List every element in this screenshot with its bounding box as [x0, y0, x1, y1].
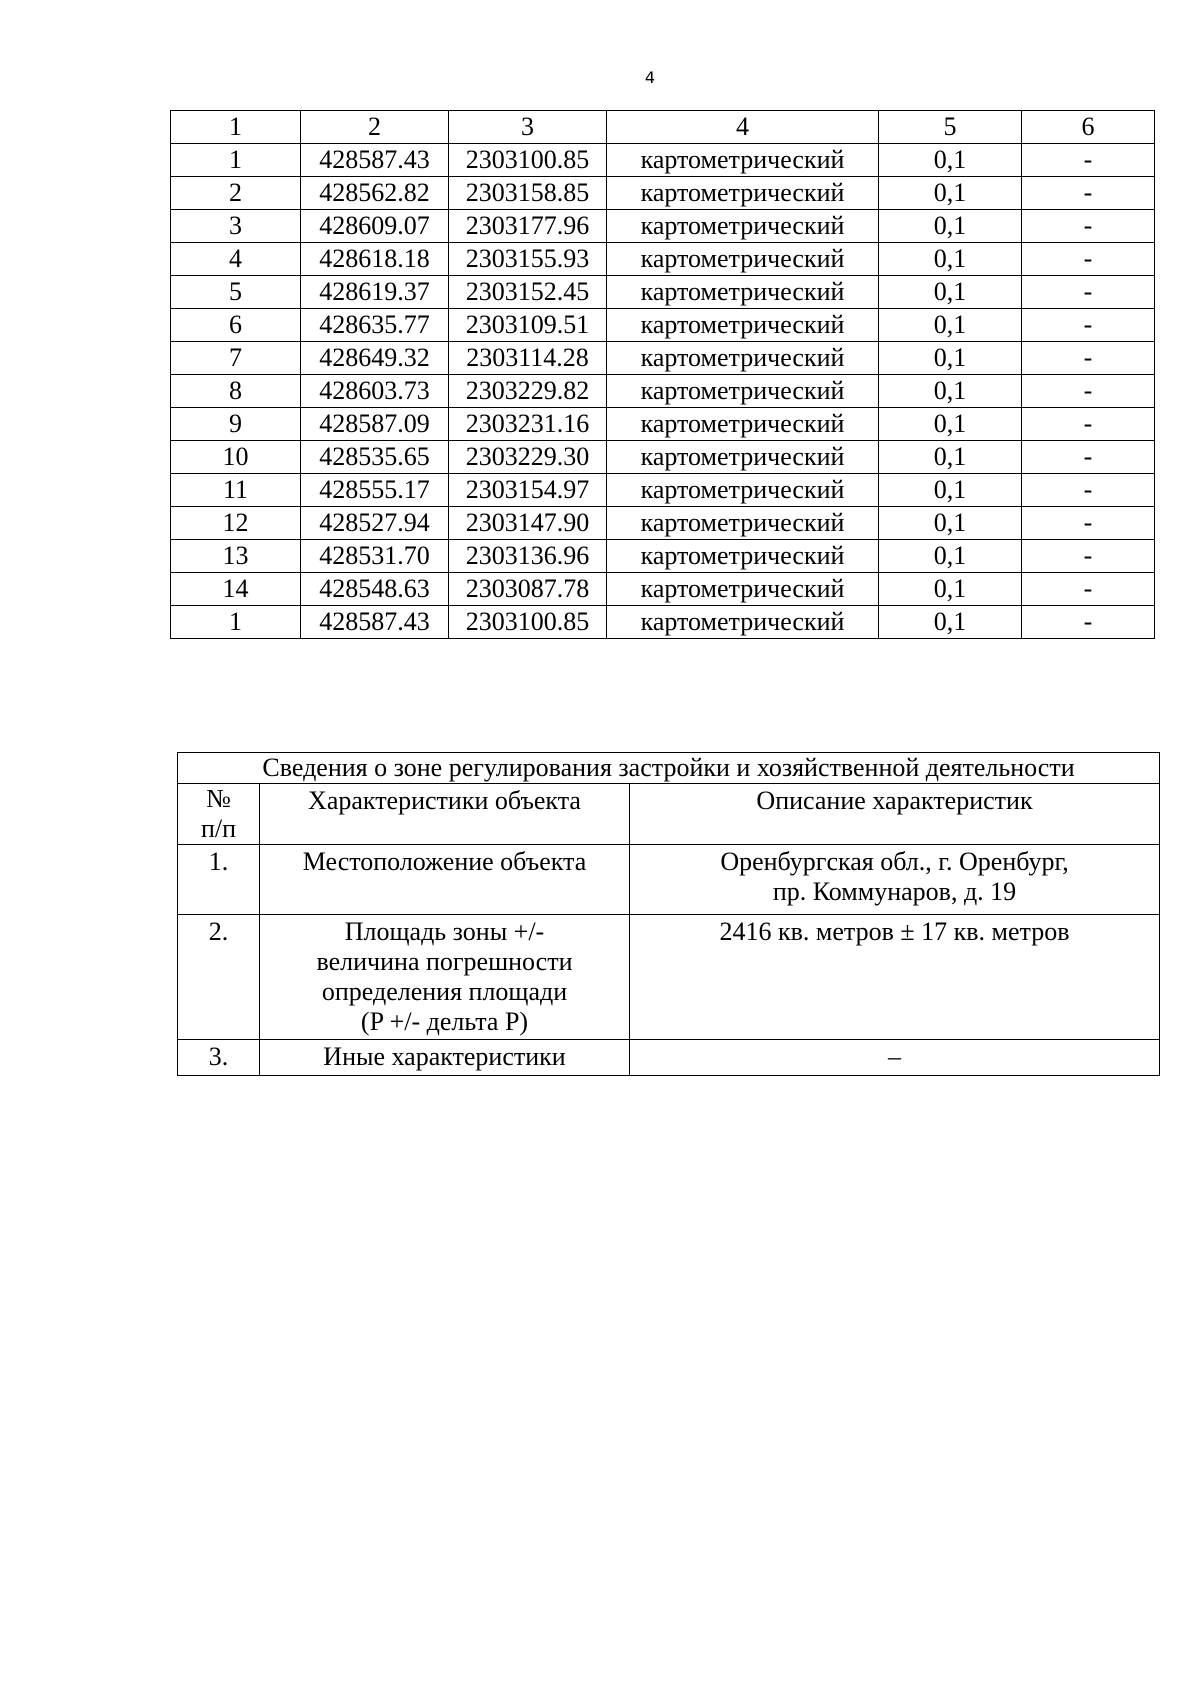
accuracy-cell: 0,1 [879, 606, 1022, 639]
point-number-cell: 11 [171, 474, 301, 507]
x-coordinate-cell: 428548.63 [301, 573, 449, 606]
row-characteristic: Иные характеристики [260, 1040, 630, 1076]
method-cell: картометрический [607, 177, 879, 210]
accuracy-cell: 0,1 [879, 474, 1022, 507]
y-coordinate-cell: 2303100.85 [449, 606, 607, 639]
zone-row-location [178, 845, 1160, 915]
table-row [171, 309, 1155, 342]
method-cell: картометрический [607, 573, 879, 606]
point-number-cell: 13 [171, 540, 301, 573]
accuracy-cell: 0,1 [879, 210, 1022, 243]
header-num: № п/п [178, 784, 260, 845]
method-cell: картометрический [607, 342, 879, 375]
y-coordinate-cell: 2303147.90 [449, 507, 607, 540]
note-cell: - [1022, 573, 1155, 606]
page-number: 4 [644, 68, 656, 87]
col-header-3: 3 [449, 111, 607, 144]
y-coordinate-cell: 2303229.82 [449, 375, 607, 408]
table-row [171, 144, 1155, 177]
note-cell: - [1022, 606, 1155, 639]
note-cell: - [1022, 540, 1155, 573]
note-cell: - [1022, 342, 1155, 375]
accuracy-cell: 0,1 [879, 144, 1022, 177]
y-coordinate-cell: 2303136.96 [449, 540, 607, 573]
note-cell: - [1022, 375, 1155, 408]
note-cell: - [1022, 474, 1155, 507]
zone-row-area [178, 915, 1160, 1040]
point-number-cell: 6 [171, 309, 301, 342]
note-cell: - [1022, 144, 1155, 177]
zone-table-caption: Сведения о зоне регулирования застройки и хозяйственной деятельности [178, 753, 1160, 784]
table-row [171, 342, 1155, 375]
table-row [171, 408, 1155, 441]
point-number-cell: 5 [171, 276, 301, 309]
x-coordinate-cell: 428649.32 [301, 342, 449, 375]
y-coordinate-cell: 2303152.45 [449, 276, 607, 309]
zone-row-other [178, 1040, 1160, 1076]
row-num: 3. [178, 1040, 260, 1076]
coordinates-table [170, 110, 1155, 639]
zone-info-table [177, 752, 1160, 1076]
y-coordinate-cell: 2303114.28 [449, 342, 607, 375]
col-header-6: 6 [1022, 111, 1155, 144]
x-coordinate-cell: 428587.43 [301, 144, 449, 177]
y-coordinate-cell: 2303231.16 [449, 408, 607, 441]
y-coordinate-cell: 2303155.93 [449, 243, 607, 276]
col-header-1: 1 [171, 111, 301, 144]
note-cell: - [1022, 243, 1155, 276]
note-cell: - [1022, 309, 1155, 342]
x-coordinate-cell: 428587.43 [301, 606, 449, 639]
point-number-cell: 1 [171, 606, 301, 639]
accuracy-cell: 0,1 [879, 573, 1022, 606]
x-coordinate-cell: 428527.94 [301, 507, 449, 540]
col-header-5: 5 [879, 111, 1022, 144]
method-cell: картометрический [607, 210, 879, 243]
note-cell: - [1022, 408, 1155, 441]
row-description: – [630, 1040, 1160, 1076]
row-characteristic: Местоположение объекта [260, 845, 630, 915]
point-number-cell: 12 [171, 507, 301, 540]
y-coordinate-cell: 2303158.85 [449, 177, 607, 210]
accuracy-cell: 0,1 [879, 408, 1022, 441]
point-number-cell: 1 [171, 144, 301, 177]
method-cell: картометрический [607, 606, 879, 639]
table-row [171, 474, 1155, 507]
point-number-cell: 10 [171, 441, 301, 474]
x-coordinate-cell: 428531.70 [301, 540, 449, 573]
method-cell: картометрический [607, 408, 879, 441]
accuracy-cell: 0,1 [879, 441, 1022, 474]
method-cell: картометрический [607, 144, 879, 177]
point-number-cell: 9 [171, 408, 301, 441]
method-cell: картометрический [607, 276, 879, 309]
col-header-4: 4 [607, 111, 879, 144]
y-coordinate-cell: 2303154.97 [449, 474, 607, 507]
table-row [171, 375, 1155, 408]
table-row [171, 276, 1155, 309]
y-coordinate-cell: 2303087.78 [449, 573, 607, 606]
table-row [171, 606, 1155, 639]
col-header-2: 2 [301, 111, 449, 144]
accuracy-cell: 0,1 [879, 243, 1022, 276]
x-coordinate-cell: 428618.18 [301, 243, 449, 276]
note-cell: - [1022, 507, 1155, 540]
table-row [171, 573, 1155, 606]
row-description: Оренбургская обл., г. Оренбург, пр. Коммунаров, д. 19 [630, 845, 1160, 915]
point-number-cell: 8 [171, 375, 301, 408]
accuracy-cell: 0,1 [879, 375, 1022, 408]
accuracy-cell: 0,1 [879, 309, 1022, 342]
note-cell: - [1022, 177, 1155, 210]
x-coordinate-cell: 428603.73 [301, 375, 449, 408]
method-cell: картометрический [607, 309, 879, 342]
row-description: 2416 кв. метров ± 17 кв. метров [630, 915, 1160, 1040]
table-row [171, 243, 1155, 276]
accuracy-cell: 0,1 [879, 540, 1022, 573]
accuracy-cell: 0,1 [879, 507, 1022, 540]
accuracy-cell: 0,1 [879, 177, 1022, 210]
x-coordinate-cell: 428635.77 [301, 309, 449, 342]
method-cell: картометрический [607, 375, 879, 408]
header-description: Описание характеристик [630, 784, 1160, 845]
y-coordinate-cell: 2303109.51 [449, 309, 607, 342]
point-number-cell: 3 [171, 210, 301, 243]
y-coordinate-cell: 2303100.85 [449, 144, 607, 177]
row-num: 1. [178, 845, 260, 915]
x-coordinate-cell: 428535.65 [301, 441, 449, 474]
note-cell: - [1022, 210, 1155, 243]
point-number-cell: 4 [171, 243, 301, 276]
method-cell: картометрический [607, 540, 879, 573]
accuracy-cell: 0,1 [879, 276, 1022, 309]
table-row [171, 507, 1155, 540]
table-row [171, 210, 1155, 243]
point-number-cell: 14 [171, 573, 301, 606]
row-num: 2. [178, 915, 260, 1040]
accuracy-cell: 0,1 [879, 342, 1022, 375]
table-row [171, 177, 1155, 210]
method-cell: картометрический [607, 507, 879, 540]
zone-header-row [178, 784, 1160, 845]
header-characteristics: Характеристики объекта [260, 784, 630, 845]
x-coordinate-cell: 428619.37 [301, 276, 449, 309]
x-coordinate-cell: 428587.09 [301, 408, 449, 441]
y-coordinate-cell: 2303177.96 [449, 210, 607, 243]
point-number-cell: 2 [171, 177, 301, 210]
table-row [171, 540, 1155, 573]
point-number-cell: 7 [171, 342, 301, 375]
table-row [171, 441, 1155, 474]
y-coordinate-cell: 2303229.30 [449, 441, 607, 474]
x-coordinate-cell: 428609.07 [301, 210, 449, 243]
note-cell: - [1022, 276, 1155, 309]
coordinates-header-row [171, 111, 1155, 144]
x-coordinate-cell: 428555.17 [301, 474, 449, 507]
method-cell: картометрический [607, 441, 879, 474]
note-cell: - [1022, 441, 1155, 474]
x-coordinate-cell: 428562.82 [301, 177, 449, 210]
method-cell: картометрический [607, 243, 879, 276]
coordinates-body [171, 144, 1155, 639]
method-cell: картометрический [607, 474, 879, 507]
row-characteristic: Площадь зоны +/- величина погрешности определения площади (P +/- дельта P) [260, 915, 630, 1040]
